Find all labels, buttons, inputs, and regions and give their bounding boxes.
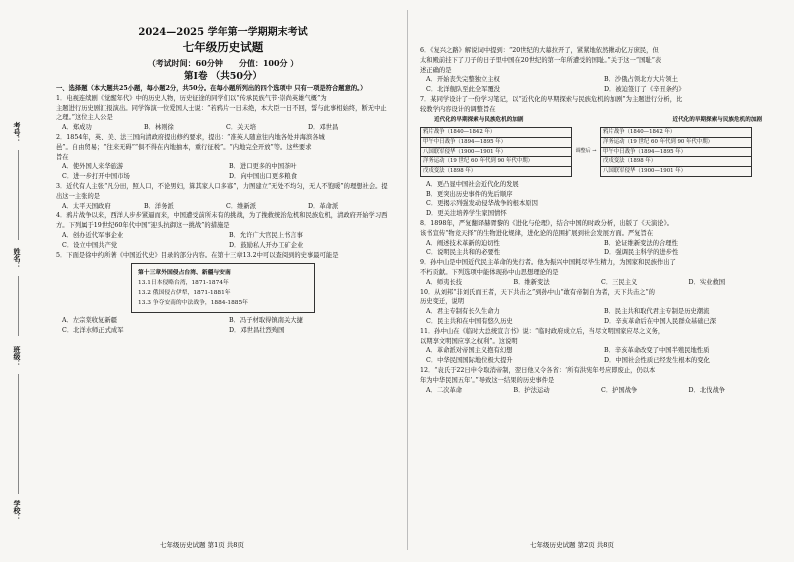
option: A．开始丧失完整独立主权 [426,76,500,84]
question-12 [420,366,776,395]
option: B．洋务派 [144,202,174,210]
question-7 [420,95,776,219]
q11-line: 11．孙中山在《临时大总统宣言书》说：“临时政府成立后，当尽文明国家应尽之义务， [420,327,665,335]
toc-item: 13.2 俄国侵占伊犁，1871-1881年 [138,290,231,297]
q11-line: 以期享文明国应享之权利”。这说明 [420,337,518,345]
chart-left-row: 洋务运动（19 世纪 60 年代到 90 年代中期） [421,157,571,167]
volume-heading: 第Ⅰ卷 （共50分） [184,71,262,82]
chart-right-row: 甲午中日战争（1894—1895 年） [601,148,751,158]
chart-left-row: 八国联军侵华（1900—1901 年） [421,148,571,158]
option: A．使外国人来华旅游 [62,163,124,171]
option: B．林则徐 [144,124,174,132]
q5-options [56,316,390,336]
chart-headers [420,116,776,126]
binding-margin [0,0,40,562]
q2-line: 2．1854年，英、美、法三国向清政府提出修约要求，提出：“准英人随意往内地各处并海滨各城 [56,133,325,141]
left-page [56,6,390,336]
q8-options [420,239,776,259]
option: D．实业救国 [688,278,726,286]
option: C．民主共和在中国有悠久历史 [426,318,513,326]
option: A．革命派对帝国主义抱有幻想 [426,347,513,355]
q3-options [56,202,390,212]
q1-options [56,123,390,133]
xuexiao-label: 学校： [13,500,22,521]
q9-line: 9．孙中山是中国近代民主革命的先行者。他为振兴中国耗尽毕生精力，为国家和民族作出了 [420,259,676,267]
q2-line: 邑”。自由贸易；“往来无碍”“俱不得在内地抽本，重行征税”。“内地完全开放”等。这些要求 [56,143,312,151]
q10-options [420,307,776,327]
option: D．向中国出口更多粮食 [229,173,298,181]
chart-right-row: 戊戌变法（1898 年） [601,157,751,167]
right-page [420,6,776,395]
q2-line: 旨在 [56,153,69,161]
binding-line [18,276,19,336]
q6-line: 太和殿前挂下了刀子的日子里中国在20世纪的第一年所遭受的国耻。”关于这一“国耻”表 [420,56,662,64]
chart-left-row: 戊戌变法（1898 年） [423,168,477,175]
option: A．更凸显中国社会近代化的发展 [426,180,519,188]
chart-right-row: 洋务运动（19 世纪 60 年代到 90 年代中期） [601,138,751,148]
option: D．被迫签订了《辛丑条约》 [604,86,685,94]
option: B．进口更多的中国茶叶 [229,163,297,171]
question-10 [420,288,776,327]
option: D．中国社会性质已经发生根本的变化 [604,357,710,365]
option: D．辛亥革命后在中国人民群众基础已深 [604,318,717,326]
question-6 [420,46,776,95]
question-2 [56,133,390,182]
option: B．冯子材取得镇南关大捷 [229,317,303,325]
option: B．论证维新变法的合理性 [604,239,678,247]
q8-line: 8．1898年，严复翻译赫胥黎的《进化与伦理》，结合中国的时政分析，出版了《天演论》。 [420,220,674,228]
exam-meta: （考试时间：60分钟 分值：100分 ） [147,58,299,68]
option: C．说明民主共和的必要性 [426,249,501,257]
option: C．维新派 [226,202,257,210]
question-3 [56,182,390,211]
q6-line: 6．《复兴之路》解说词中提到：“20世纪的大幕拉开了，紧紧地依然揪动亿万庶民，但 [420,47,659,54]
option: A．郑成功 [62,124,92,132]
option: C．更揭示列强发动侵华战争的根本原因 [426,200,538,208]
chart-right-row: 鸦片战争（1840—1842 年） [601,128,751,138]
q2-options [56,162,390,182]
section-heading: 一、选择题（本大题共25小题，每小题2分，共50分。在每小题所列出的四个选项中 只有一项是符合题意的。） [56,85,367,92]
option: C．进一步打开中国市场 [62,173,130,181]
q6-options [420,75,776,95]
question-9 [420,258,776,287]
chart-right-box [600,127,752,177]
option: C．中华民国国际地位极大提升 [426,357,513,365]
q7-line: 7．某同学设计了一份学习笔记，以“近代化的早期探索与民族危机的加剧”为主题进行分析，比 [420,95,683,103]
question-4 [56,211,390,250]
option: B．允许广大官民上书言事 [229,231,303,239]
question-1 [56,94,390,133]
q3-line: 3．近代有人主张“凡分田，照人口，不论男妇，算其家人口多寡”，力图建立“无处不均匀，无人不饱暖”的理想社会。提出这一主张的是 [56,182,388,200]
binding-line [18,150,19,240]
q7-line: 较教学内容设计的调整旨在 [420,105,496,113]
q6-line: 述正确的是 [420,66,452,74]
option: C．护国战争 [601,386,638,394]
q4-options [56,231,390,251]
left-footer: 七年级历史试题 第1页 共8页 [160,541,244,549]
xingming-label: 姓名： [13,248,22,269]
q7-options [420,180,776,219]
binding-line [18,374,19,494]
option: A．太平天国政府 [62,202,111,210]
option: B．护法运动 [513,386,550,394]
exam-year-title: 2024—2025 学年第一学期期末考试 [138,27,308,38]
chart-arrow: 调整后 → [575,148,597,155]
option: A．师夷长技 [426,278,463,286]
option: D．革命派 [308,202,339,210]
option: B．辛亥革命改变了中国半殖民地性质 [604,347,710,355]
chart-right-title: 近代化的早期探索与民族危机的加剧 [672,116,762,123]
toc-chapter: 第十三章外国侵占台湾、新疆与安南 [138,270,231,277]
option: C．关天培 [226,124,257,132]
q10-line: 历史变迁，说明 [420,298,465,306]
option: B．民主共和取代君主专制是历史潮流 [604,308,710,316]
option: D．强调民主科学的进步性 [604,249,679,257]
chart-left-title: 近代化的早期探索与民族危机的加剧 [434,116,524,123]
option: B．沙俄占领北方大片领土 [604,76,678,84]
q12-line: 年为中华民国五年’。”导致这一结果的历史事件是 [420,376,555,384]
toc-item: 13.1日本侵略台湾，1871-1874年 [138,280,229,287]
banji-label: 班级： [13,346,22,367]
option: C．北洋舰队至此全军覆没 [426,86,501,94]
option: A．创办近代军事企业 [62,231,124,239]
q9-line: 不朽贡献。下列选项中能体现孙中山思想理论的是 [420,269,559,277]
chart-left-row: 甲午中日战争（1894—1895 年） [421,138,571,148]
option: A．君主专制有长久生命力 [426,308,500,316]
q4-line: 4．鸦片战争以来，西洋人步步紧逼而来，中国遭受前所未有的挑战，为了挽救统治危机和民族危机，清政府开始学习西方。下列属于19世纪60年代中国“迎头抗御这一挑战”的措施是 [56,212,388,230]
right-footer: 七年级历史试题 第2页 共8页 [530,541,614,549]
option: C．三民主义 [601,278,638,286]
option: A．阐述技术革新的迫切性 [426,239,500,247]
option: B．更突出历史事件的先后顺序 [426,190,513,198]
chart-right-row: 八国联军侵华（1900—1901 年） [603,168,687,175]
chart-left-box [420,127,572,177]
kaohao-label: 考号： [13,122,22,143]
question-8 [420,219,776,258]
question-5 [56,251,390,336]
exam-subject-title: 七年级历史试题 [182,40,264,54]
q1-line: 1．电视连续剧《觉醒年代》中的历史人物，历史征途的同学们以“传承民族气节·崇尚英雄气概”为 [56,94,327,102]
q12-options [420,386,776,396]
toc-item: 13.3 争夺安南的中法战争，1884-1885年 [138,300,248,307]
q11-options [420,346,776,366]
option: A．二次革命 [426,386,463,394]
chart-left-row: 鸦片战争（1840—1842 年） [421,128,571,138]
question-11 [420,327,776,366]
table-of-contents-box [131,263,315,313]
q10-line: 10．从刘邦“非刘氏而王者，天下共击之”到孙中山“敢有帝制自为者，天下共击之”的 [420,288,655,296]
q8-line: 该书宣传“物竞天择”的生物进化规律，进化论的范围扩展到社会发展方面。严复旨在 [420,229,654,237]
comparison-chart [420,127,776,177]
q9-options [420,278,776,288]
option: D．邓世昌壮烈殉国 [229,327,285,335]
chart-arrow-label: 调整后 [575,148,591,155]
option: C．北洋水师正式成军 [62,327,124,335]
q5-line: 5．下面是徐中约所著《中国近代史》目录的部分内容。在第十三章13.2中可以查阅到的史事最可能是 [56,251,339,259]
option: D．更关注培养学生家国情怀 [426,210,507,218]
option: C．设立中国共产党 [62,241,118,249]
option: B．维新变法 [513,278,550,286]
option: A．左宗棠收复新疆 [62,317,117,325]
q12-line: 12．“袁氏于22日申令取消帝制，翌日他又令各省：‘所有洪宪年号应即废止，仍以本 [420,367,656,375]
page-divider [407,10,408,550]
option: D．北伐战争 [688,386,726,394]
option: D．鼓励私人开办工矿企业 [229,241,304,249]
option: D．邓世昌 [308,124,339,132]
q1-line: 主题进行历史剧汇报演出。同学饰演一位爱国人士说：“若鸦片一日未绝，本大臣一日不回，誓与此事相始终，断无中止之理。”这位主人公是 [56,104,387,122]
